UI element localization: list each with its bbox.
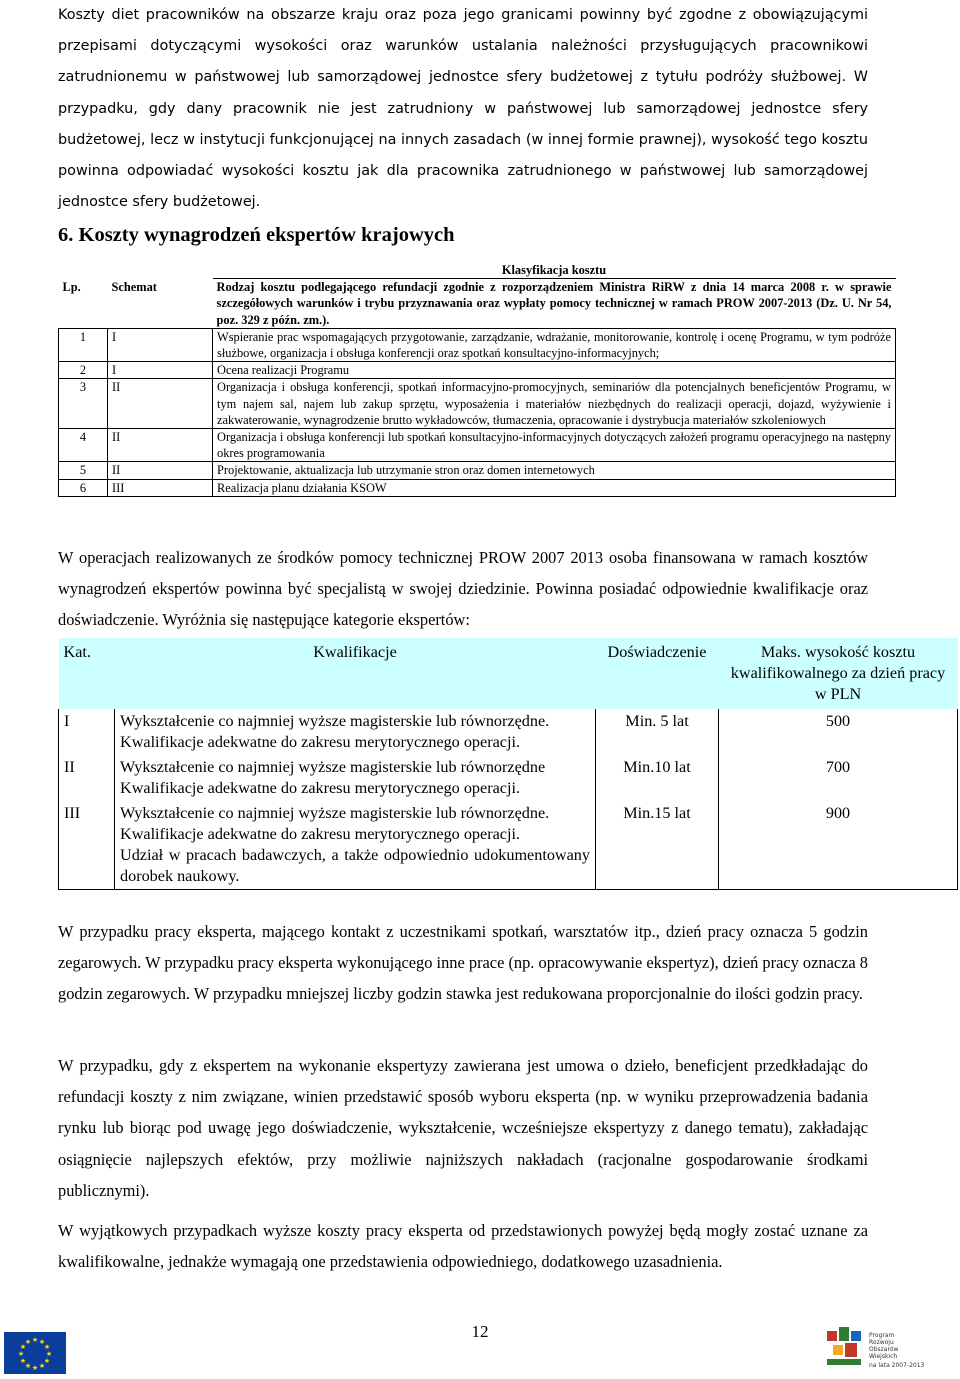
- logo-line-1: Program: [869, 1332, 895, 1339]
- section-heading: 6. Koszty wynagrodzeń ekspertów krajowych: [58, 224, 455, 246]
- table2-cell-doswiadczenie: Min. 5 lat: [596, 709, 719, 755]
- qualification-line: Udział w pracach badawczych, a także odpowiednio udokumentowany dorobek naukowy.: [120, 846, 590, 885]
- table1-cell-schemat: II: [108, 462, 213, 479]
- table1-cell-rodzaj: Projektowanie, aktualizacja lub utrzymanie stron oraz domen internetowych: [213, 462, 896, 479]
- svg-text:★: ★: [43, 1343, 51, 1351]
- qualification-line: Wykształcenie co najmniej wyższe magisterskie lub równorzędne.: [120, 712, 550, 730]
- table2-cell-kat: II: [59, 755, 115, 801]
- svg-text:★: ★: [31, 1336, 39, 1344]
- table2-cell-doswiadczenie: Min.10 lat: [596, 755, 719, 801]
- logo-line-2: Rozwoju: [869, 1339, 894, 1346]
- table1-cell-rodzaj: Wspieranie prac wspomagających przygotowanie, zarządzanie, wdrażanie, monitorowanie, kontrolę i ocenę Programu, w tym podróże służbowe, organizacja i obsługa konferencji oraz spotkań konsultacyjno-informacyjnych;: [213, 328, 896, 361]
- svg-text:★: ★: [43, 1357, 51, 1365]
- svg-text:★: ★: [45, 1350, 53, 1358]
- table2-cell-kwalifikacje: [115, 801, 596, 890]
- expert-categories-table: [58, 638, 958, 890]
- table2-cell-maks: 500: [719, 709, 958, 755]
- paragraph-expert-categories: W operacjach realizowanych ze środków pomocy technicznej PROW 2007 2013 osoba finansowana w ramach kosztów wynagrodzeń ekspertów powinna być specjalistą w swojej dziedzinie. Powinna posiadać odpowiednie kwalifikacje oraz doświadczenie. Wyróżnia się następujące kategorie ekspertów:: [58, 548, 868, 630]
- qualification-line: Kwalifikacje adekwatne do zakresu merytorycznego operacji.: [120, 779, 521, 797]
- table1-row: [59, 328, 896, 361]
- table2-head-kwalifikacje: Kwalifikacje: [115, 638, 596, 709]
- page-number: 12: [471, 1322, 489, 1341]
- table1-row: [59, 462, 896, 479]
- table1-col-schemat: Schemat: [111, 279, 157, 294]
- svg-text:★: ★: [17, 1350, 25, 1358]
- table2-cell-kat: III: [59, 801, 115, 890]
- qualification-line: Kwalifikacje adekwatne do zakresu merytorycznego operacji.: [120, 733, 521, 751]
- svg-text:★: ★: [19, 1343, 27, 1351]
- table2-cell-doswiadczenie: Min.15 lat: [596, 801, 719, 890]
- intro-paragraph: Koszty diet pracowników na obszarze kraju oraz poza jego granicami powinny być zgodne z obowiązującymi przepisami dotyczącymi wysokości oraz warunków ustalania należności przysługujących pracownikowi zatrudnionemu w państwowej lub samorządowej jednostce sfery budżetowej z tytułu podróży służbowej. W przypadku, gdy dany pracownik nie jest zatrudniony w państwowej lub samorządowej jednostce sfery budżetowej, lecz w instytucji funkcjonującej na innych zasadach (w innej formie prawnej), wysokość tego kosztu powinna odpowiadać wysokości kosztu jak dla pracownika zatrudnionego w państwowej lub samorządowej jednostce sfery budżetowej.: [58, 7, 868, 211]
- table1-col-rodzaj: Rodzaj kosztu podlegającego refundacji zgodnie z rozporządzeniem Ministra RiRW z dnia 14 marca 2008 r. w sprawie szczegółowych warunków i trybu przyznawania oraz wypłaty pomocy technicznej w ramach PROW 2007-2013 (Dz. U. Nr 54, poz. 329 z późn. zm.).: [216, 280, 892, 327]
- table1-cell-schemat: III: [108, 479, 213, 496]
- table2-cell-kwalifikacje: [115, 709, 596, 755]
- table1-group-header: Klasyfikacja kosztu: [213, 262, 896, 279]
- table1-row: [59, 379, 896, 429]
- table1-cell-schemat: II: [108, 379, 213, 429]
- table2-row: [59, 709, 958, 755]
- table2-row: [59, 801, 958, 890]
- svg-text:★: ★: [19, 1357, 27, 1365]
- svg-text:★: ★: [38, 1338, 46, 1346]
- logo-line-4: Wiejskich: [869, 1353, 898, 1360]
- eu-flag-logo: [4, 1332, 66, 1374]
- table1-cell-lp: 1: [59, 328, 108, 361]
- prow-logo: [825, 1325, 955, 1373]
- paragraph-exceptional-cases: W wyjątkowych przypadkach wyższe koszty pracy eksperta od przedstawionych powyżej będą mogły zostać uznane za kwalifikowalne, jednakże wymagają one przedstawienia odpowiedniego, dodatkowego uzasadnienia.: [58, 1221, 868, 1272]
- cost-classification-table: [58, 262, 896, 497]
- svg-text:★: ★: [24, 1338, 32, 1346]
- qualification-line: Kwalifikacje adekwatne do zakresu merytorycznego operacji.: [120, 825, 521, 843]
- document-page: [58, 0, 946, 1272]
- svg-text:★: ★: [31, 1364, 39, 1372]
- table2-body: [59, 709, 958, 890]
- eu-stars-icon: [4, 1332, 66, 1374]
- table2-cell-kat: I: [59, 709, 115, 755]
- table2-cell-maks: 700: [719, 755, 958, 801]
- table1-cell-schemat: I: [108, 328, 213, 361]
- paragraph-contract: W przypadku, gdy z ekspertem na wykonanie ekspertyzy zawierana jest umowa o dzieło, beneficjent przedkładając do refundacji koszty z nim związane, winien przedstawić sposób wyboru eksperta (np. w wyniku przeprowadzenia badania rynku lub biorąc pod uwagę jego doświadczenie, wykształcenie, wcześniejsze ekspertyzy z danego tematu), zakładając osiągnięcie najlepszych efektów, przy możliwie najniższych nakładach (racjonalne gospodarowanie środkami publicznymi).: [58, 1056, 868, 1200]
- qualification-line: Wykształcenie co najmniej wyższe magisterskie lub równorzędne.: [120, 804, 550, 822]
- logo-line-3: Obszarów: [869, 1346, 899, 1353]
- table2-head-kat: Kat.: [59, 638, 115, 709]
- table1-cell-schemat: II: [108, 429, 213, 462]
- table2-cell-kwalifikacje: [115, 755, 596, 801]
- table1-row: [59, 429, 896, 462]
- table1-body: [59, 328, 896, 496]
- table1-row: [59, 479, 896, 496]
- svg-text:★: ★: [24, 1362, 32, 1370]
- table1-cell-schemat: I: [108, 362, 213, 379]
- qualification-line: Wykształcenie co najmniej wyższe magisterskie lub równorzędne: [120, 758, 546, 776]
- table2-row: [59, 755, 958, 801]
- table1-cell-rodzaj: Realizacja planu działania KSOW: [213, 479, 896, 496]
- table1-cell-lp: 2: [59, 362, 108, 379]
- table1-cell-rodzaj: Ocena realizacji Programu: [213, 362, 896, 379]
- paragraph-working-day: W przypadku pracy eksperta, mającego kontakt z uczestnikami spotkań, warsztatów itp., dzień pracy oznacza 5 godzin zegarowych. W przypadku pracy eksperta wykonującego inne prace (np. opracowywanie ekspertyz), dzień pracy oznacza 8 godzin zegarowych. W przypadku mniejszej liczby godzin stawka jest redukowana proporcjonalnie do ilości godzin pracy.: [58, 922, 868, 1004]
- table1-cell-rodzaj: Organizacja i obsługa konferencji lub spotkań konsultacyjno-informacyjnych dotyczących założeń programu operacyjnego na następny okres programowania: [213, 429, 896, 462]
- table1-row: [59, 362, 896, 379]
- table2-cell-maks: 900: [719, 801, 958, 890]
- prow-emblem-icon: [825, 1325, 955, 1373]
- table2-head-maks: Maks. wysokość kosztu kwalifikowalnego za dzień pracy w PLN: [719, 638, 958, 709]
- table1-col-lp: Lp.: [62, 279, 81, 294]
- table1-cell-lp: 6: [59, 479, 108, 496]
- table2-head-doswiadczenie: Doświadczenie: [596, 638, 719, 709]
- svg-text:★: ★: [38, 1362, 46, 1370]
- table1-cell-rodzaj: Organizacja i obsługa konferencji, spotkań informacyjno-promocyjnych, seminariów dla potencjalnych beneficjentów Programu, w tym najem sal, najem lub zakup sprzętu, wyposażenia i materiałów niezbędnych do realizacji operacji, dojazd, wyżywienie i zakwaterowanie, wynagrodzenie brutto wykładowców, tłumaczenia, opracowanie i dystrybucja materiałów szkoleniowych: [213, 379, 896, 429]
- table1-cell-lp: 5: [59, 462, 108, 479]
- table1-cell-lp: 3: [59, 379, 108, 429]
- logo-line-5: na lata 2007-2013: [869, 1362, 925, 1369]
- table1-cell-lp: 4: [59, 429, 108, 462]
